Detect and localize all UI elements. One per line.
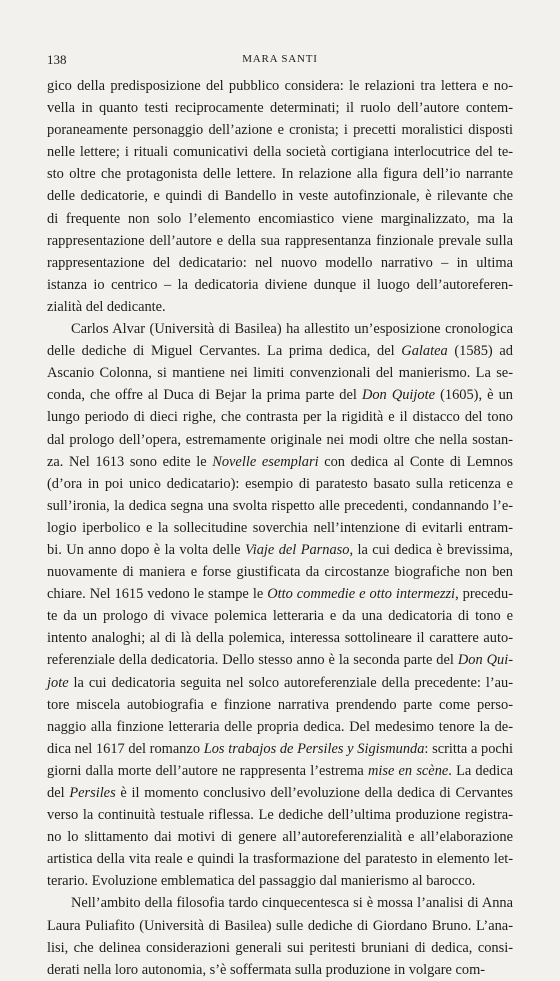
text-line: bi. Un anno dopo è la volta delle Viaje del Parnaso, la cui dedica è brevissima, bbox=[47, 541, 513, 558]
body-text bbox=[47, 75, 513, 981]
paragraph bbox=[47, 75, 513, 318]
text-line: verso la continuità testuale riflessa. Le dediche dell’ultima produzione registra- bbox=[47, 807, 513, 824]
text-line: Ascanio Colonna, si mantiene nei limiti convenzionali del manierismo. La se- bbox=[47, 365, 513, 382]
text-line: chiare. Nel 1615 vedono le stampe le Otto commedie e otto intermezzi, precedu- bbox=[47, 586, 513, 603]
text-line: conda, che offre al Duca di Bejar la prima parte del Don Quijote (1605), è un bbox=[47, 387, 513, 404]
text-line: giorni dalla morte dell’autore ne rappresenta l’estrema mise en scène. La dedica bbox=[47, 762, 513, 779]
text-line: lungo periodo di dieci righe, che contrasta per la rigidità e il distacco del tono bbox=[47, 409, 513, 426]
text-line: del Persiles è il momento conclusivo dell’evoluzione della dedica di Cervantes bbox=[47, 785, 513, 801]
text-line: Nell’ambito della filosofia tardo cinquecentesca si è mossa l’analisi di Anna bbox=[71, 895, 513, 912]
text-line: tore miscela autobiografia e finzione narrativa prendendo parte come perso- bbox=[47, 696, 513, 713]
text-line: (d’ora in poi unico dedicatario): esempio di paratesto basato sulla reticenza e bbox=[47, 475, 513, 492]
text-line: nuovamente di maniera e forse giustificata da circostanze biografiche non ben bbox=[47, 564, 513, 581]
text-line: intento analoghi; al di là della polemica, interessa sottolineare il carattere auto- bbox=[47, 630, 513, 647]
text-line: istanza io centrico – la dedicatoria diviene dunque il luogo dell’autoreferen- bbox=[47, 276, 513, 293]
text-line: nelle lettere; i rituali comunicativi della società cortigiana interlocutrice del te- bbox=[47, 144, 513, 161]
text-line: sull’ironia, la dedica segna una svolta rispetto alle precedenti, condannando l’e- bbox=[47, 497, 513, 514]
paragraph bbox=[47, 892, 513, 980]
text-line: Laura Puliafito (Università di Basilea) sulle dediche di Giordano Bruno. L’ana- bbox=[47, 917, 513, 934]
paragraph bbox=[47, 318, 513, 892]
page-header bbox=[47, 52, 513, 70]
text-line: te da un prologo di vivace polemica letteraria e da una dedicatoria di tono e bbox=[47, 608, 513, 625]
text-line: Carlos Alvar (Università di Basilea) ha allestito un’esposizione cronologica bbox=[71, 321, 513, 338]
text-line: vella in quanto testi reciprocamente determinati; il ruolo dell’autore contem- bbox=[47, 100, 513, 117]
page-number: 138 bbox=[47, 52, 67, 67]
text-line: gico della predisposizione del pubblico considera: le relazioni tra lettera e no- bbox=[47, 78, 513, 94]
text-line: poraneamente personaggio dell’azione e cronista; i precetti moralistici disposti bbox=[47, 122, 513, 139]
text-line: di frequente non solo l’elemento encomiastico viene marginalizzato, ma la bbox=[47, 210, 513, 227]
text-line: zialità del dedicante. bbox=[47, 298, 166, 315]
text-line: rappresentazione del dedicatario: nel nuovo modello narrativo – in ultima bbox=[47, 254, 513, 271]
text-line: logio iperbolico e la sollecitudine soverchia nell’intenzione di evitarli entram- bbox=[47, 519, 513, 536]
running-head: MARA SANTI bbox=[242, 53, 318, 65]
text-line: no lo slittamento dai motivi di genere all’autoreferenzialità e all’elaborazione bbox=[47, 829, 513, 846]
text-line: lisi, che delinea considerazioni generali sui peritesti bruniani di dedica, consi- bbox=[47, 939, 513, 956]
text-line: referenziale della dedicatoria. Dello stesso anno è la seconda parte del Don Qui- bbox=[47, 652, 513, 669]
text-line: dica nel 1617 del romanzo Los trabajos de Persiles y Sigismunda: scritta a pochi bbox=[47, 740, 514, 757]
text-line: za. Nel 1613 sono edite le Novelle esemplari con dedica al Conte di Lemnos bbox=[47, 453, 514, 470]
text-line: delle dediche di Miguel Cervantes. La prima dedica, del Galatea (1585) ad bbox=[47, 343, 513, 360]
text-line: naggio alla finzione letteraria delle propria dedica. Del medesimo tenore la de- bbox=[47, 718, 513, 735]
text-line: rappresentazione dell’autore e della sua rappresentanza finzionale prevale sulla bbox=[47, 232, 513, 249]
text-line: delle dedicatorie, e quindi di Bandello in veste autofinzionale, è rilevante che bbox=[47, 188, 513, 205]
text-line: artistica della vita reale e quindi la trasformazione del paratesto in elemento let- bbox=[47, 851, 513, 868]
text-line: derati nella loro autonomia, s’è soffermata sulla produzione in volgare com- bbox=[47, 961, 486, 978]
text-line: jote la cui dedicatoria seguita nel solco autoreferenziale della precedente: l’au- bbox=[47, 674, 513, 691]
text-line: sto oltre che protagonista delle lettere. In relazione alla figura dell’io narrante bbox=[47, 166, 513, 183]
text-line: terario. Evoluzione emblematica del passaggio dal manierismo al barocco. bbox=[47, 873, 476, 890]
text-line: dal prologo dell’opera, estremamente originale nei modi oltre che nella sostan- bbox=[47, 431, 513, 448]
